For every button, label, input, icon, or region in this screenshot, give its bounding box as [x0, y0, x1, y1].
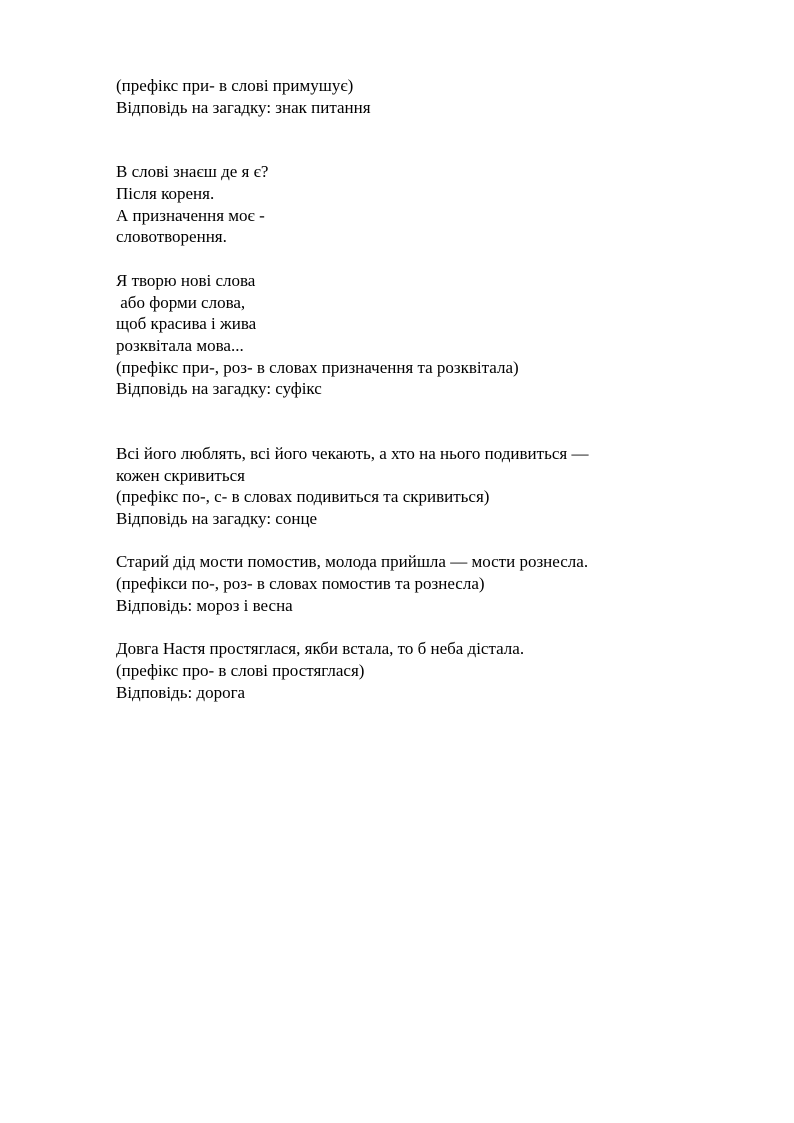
text-line: кожен скривиться: [116, 465, 245, 485]
answer-line: Відповідь: мороз і весна: [116, 595, 293, 615]
text-line: словотворення.: [116, 227, 227, 247]
riddle-block-sun: [116, 443, 756, 530]
answer-line: Відповідь на загадку: сонце: [116, 509, 318, 528]
answer-line: Відповідь на загадку: суфікс: [116, 379, 322, 399]
text-line: щоб красива і жива: [116, 314, 257, 334]
prefix-note-line: (префікс при-, роз- в словах призначення та розквітала): [116, 357, 519, 377]
text-line: Після кореня.: [116, 184, 215, 204]
answer-line: Відповідь на загадку: знак питання: [116, 97, 371, 117]
text-line: Старий дід мости помостив, молода прийшла — мости рознесла.: [116, 552, 589, 572]
text-line: Довга Настя простяглася, якби встала, то б неба дістала.: [116, 639, 525, 659]
paragraph-gap: [116, 616, 756, 638]
text-line: або форми слова,: [116, 292, 246, 312]
text-line: А призначення моє -: [116, 205, 265, 225]
riddle-block-frost: [116, 551, 756, 616]
riddle-block-question-mark: [116, 75, 756, 118]
paragraph-gap: [116, 400, 756, 443]
document-page: [116, 75, 756, 703]
text-line: Всі його люблять, всі його чекають, а хто на нього подивиться —: [116, 443, 589, 463]
riddle-block-road: [116, 638, 756, 703]
paragraph-gap: [116, 118, 756, 161]
riddle-verse-part-2: [116, 270, 756, 400]
paragraph-gap: [116, 530, 756, 552]
prefix-note-line: (префікси по-, роз- в словах помостив та рознесла): [116, 574, 485, 594]
text-line: розквітала мова...: [116, 335, 244, 355]
text-line: (префікс при- в слові примушує): [116, 76, 354, 95]
riddle-verse-part-1: [116, 161, 756, 248]
text-line: Я творю нові слова: [116, 270, 256, 290]
answer-line: Відповідь: дорога: [116, 682, 246, 702]
prefix-note-line: (префікс по-, с- в словах подивиться та скривиться): [116, 487, 490, 507]
prefix-note-line: (префікс про- в слові простяглася): [116, 660, 365, 680]
text-line: В слові знаєш де я є?: [116, 162, 269, 182]
paragraph-gap: [116, 248, 756, 270]
